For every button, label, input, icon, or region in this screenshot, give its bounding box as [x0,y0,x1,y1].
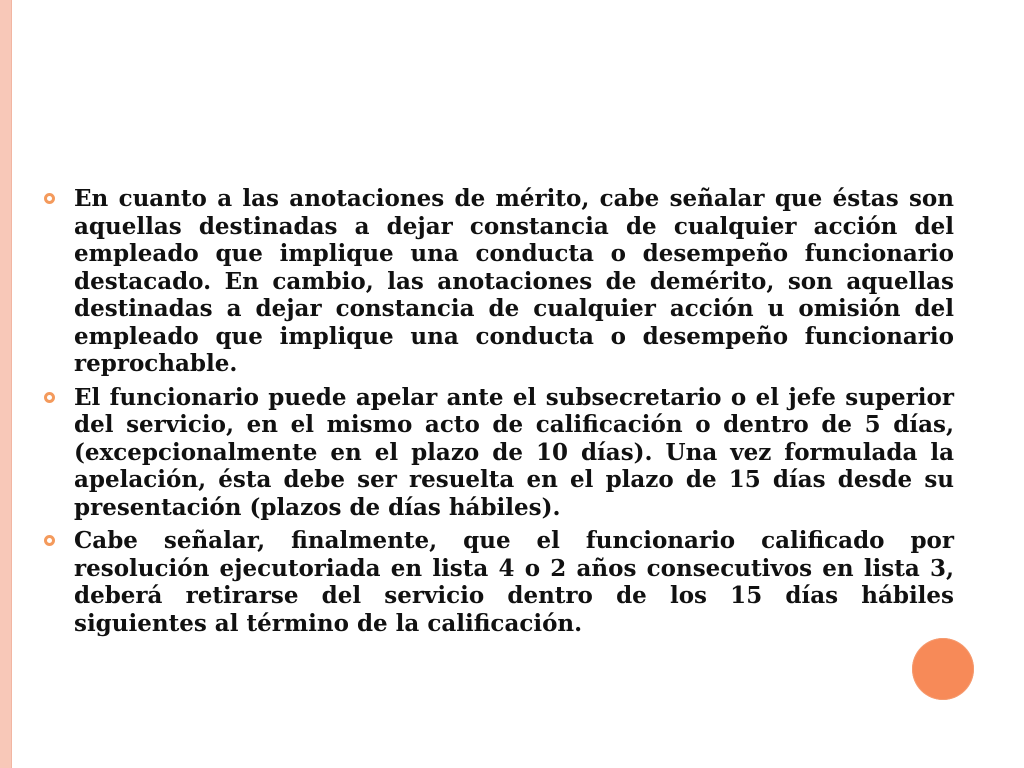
bullet-item-1 [44,185,954,378]
ring-bullet-icon [44,392,55,403]
bullet-text: El funcionario puede apelar ante el subsecretario o el jefe superior del servicio, en el mismo acto de calificación o dentro de 5 días, (excepcionalmente en el plazo de 10 días). Una vez formulada la apelación, ésta debe ser resuelta en el plazo de 15 días desde su presentación (plazos de días hábiles). [74,383,954,521]
bullet-text: En cuanto a las anotaciones de mérito, cabe señalar que éstas son aquellas destinadas a dejar constancia de cualquier acción del empleado que implique una conducta o desempeño funcionario destacado. En cambio, las anotaciones de demérito, son aquellas destinadas a dejar constancia de cualquier acción u omisión del empleado que implique una conducta o desempeño funcionario reprochable. [74,185,954,377]
ring-bullet-icon [44,193,55,204]
bullet-list [44,185,954,637]
left-frame-border [0,0,12,768]
bullet-item-2 [44,384,954,522]
slide-body [44,185,954,643]
orange-circle-icon [912,638,974,700]
right-frame-stripes [975,0,1024,768]
bullet-text: Cabe señalar, finalmente, que el funcionario calificado por resolución ejecutoriada en lista 4 o 2 años consecutivos en lista 3, deberá retirarse del servicio dentro de los 15 días hábiles siguientes al término de la calificación. [74,527,954,637]
ring-bullet-icon [44,535,55,546]
bullet-item-3 [44,527,954,637]
